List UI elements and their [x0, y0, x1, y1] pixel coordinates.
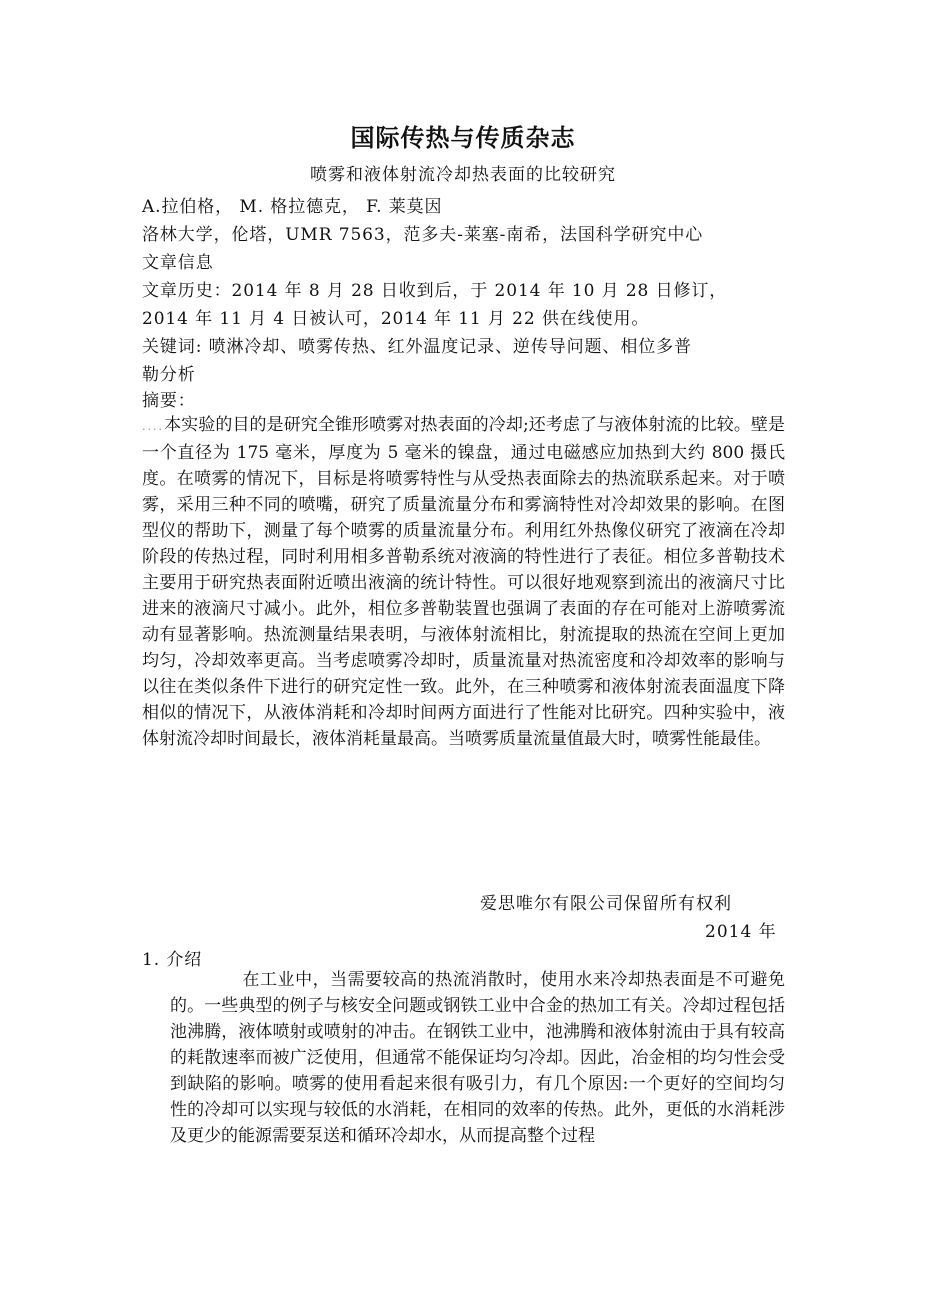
- journal-title: 国际传热与传质杂志: [350, 124, 576, 152]
- affiliation: 洛林大学，伦塔，UMR 7563，范多夫-莱塞-南希，法国科学研究中心: [142, 225, 704, 245]
- abstract-label: 摘要：: [142, 391, 196, 411]
- abstract-indent-dots: ....: [142, 420, 164, 433]
- article-history-line-1: 文章历史：2014 年 8 月 28 日收到后，于 2014 年 10 月 28 日修订，: [142, 281, 728, 301]
- abstract-paragraph: [142, 412, 785, 752]
- authors: A.拉伯格， M. 格拉德克， F. 莱莫因: [142, 197, 443, 217]
- keywords-line-1: 关键词: 喷淋冷却、喷雾传热、红外温度记录、逆传导问题、相位多普: [142, 337, 692, 357]
- article-title: 喷雾和液体射流冷却热表面的比较研究: [310, 165, 616, 185]
- introduction-paragraph: [170, 967, 785, 1149]
- copyright-notice: 爱思唯尔有限公司保留所有权利: [480, 894, 732, 914]
- article-history-line-2: 2014 年 11 月 4 日被认可，2014 年 11 月 22 供在线使用。: [142, 309, 650, 329]
- article-info-label: 文章信息: [142, 253, 214, 273]
- section-heading-introduction: 1. 介绍: [142, 950, 203, 970]
- abstract-text: 本实验的目的是研究全锥形喷雾对热表面的冷却;还考虑了与液体射流的比较。壁是一个直径为 175 毫米，厚度为 5 毫米的镍盘，通过电磁感应加热到大约 800 摄氏度。在喷雾的情况下，目标是将喷雾特性与从受热表面除去的热流联系起来。对于喷雾，采用三种不同的喷嘴，研究了质量流量分布和雾滴特性对冷却效果的影响。在图型仪的帮助下，测量了每个喷雾的质量流量分布。利用红外热像仪研究了液滴在冷却阶段的传热过程，同时利用相多普勒系统对液滴的特性进行了表征。相位多普勒技术主要用于研究热表面附近喷出液滴的统计特性。可以很好地观察到流出的液滴尺寸比进来的液滴尺寸减小。此外，相位多普勒装置也强调了表面的存在可能对上游喷雾流动有显著影响。热流测量结果表明，与液体射流相比，射流提取的热流在空间上更加均匀，冷却效率更高。当考虑喷雾冷却时，质量流量对热流密度和冷却效率的影响与以往在类似条件下进行的研究定性一致。此外，在三种喷雾和液体射流表面温度下降相似的情况下，从液体消耗和冷却时间两方面进行了性能对比研究。四种实验中，液体射流冷却时间最长，液体消耗量最高。当喷雾质量流量值最大时，喷雾性能最佳。: [142, 415, 785, 749]
- introduction-text: 在工业中，当需要较高的热流消散时，使用水来冷却热表面是不可避免的。一些典型的例子与核安全问题或钢铁工业中合金的热加工有关。冷却过程包括池沸腾，液体喷射或喷射的冲击。在钢铁工业中，池沸腾和液体射流由于具有较高的耗散速率而被广泛使用，但通常不能保证均匀冷却。因此，冶金相的均匀性会受到缺陷的影响。喷雾的使用看起来很有吸引力，有几个原因:一个更好的空间均匀性的冷却可以实现与较低的水消耗，在相同的效率的传热。此外，更低的水消耗涉及更少的能源需要泵送和循环冷却水，从而提高整个过程: [170, 970, 785, 1146]
- keywords-line-2: 勒分析: [142, 365, 196, 385]
- copyright-year: 2014 年: [705, 922, 777, 942]
